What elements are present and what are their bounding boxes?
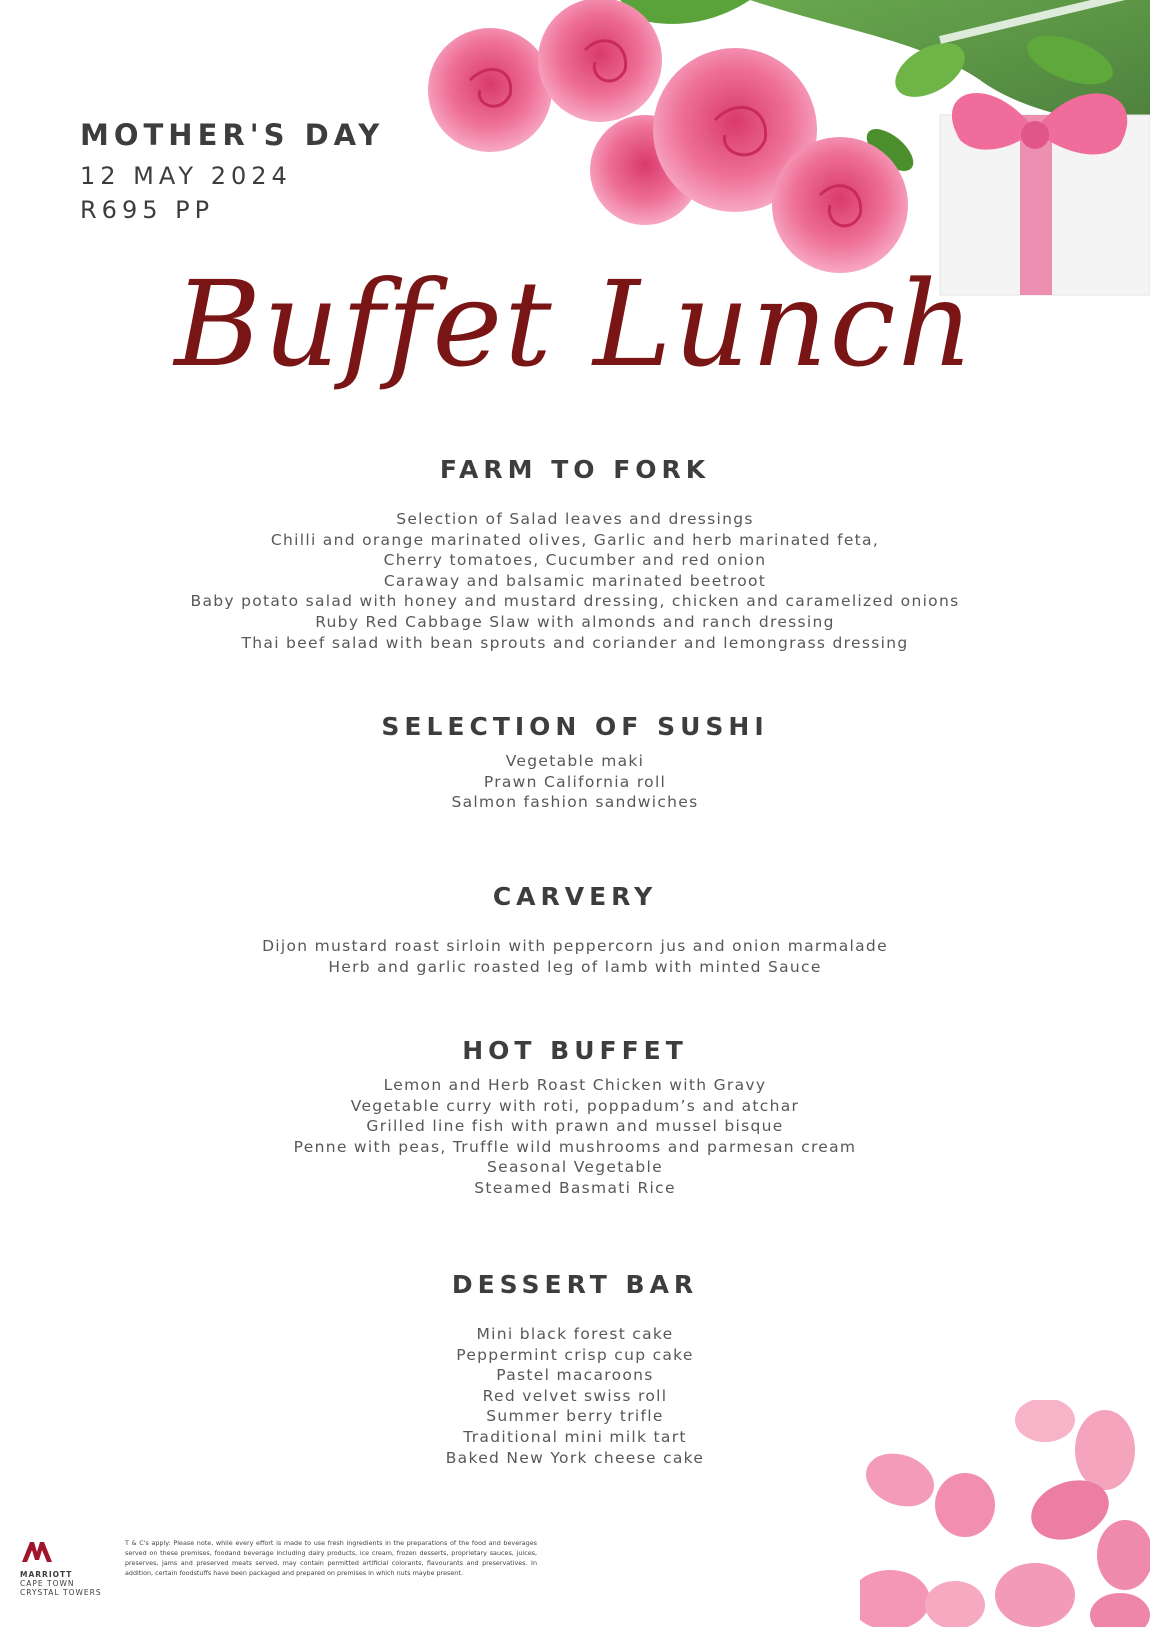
section-farm-to-fork [0, 455, 1150, 653]
menu-item: Chilli and orange marinated olives, Garlic and herb marinated feta, [270, 530, 880, 549]
menu-item: Traditional mini milk tart [463, 1427, 687, 1446]
menu-item: Peppermint crisp cup cake [456, 1345, 694, 1364]
event-title: MOTHER'S DAY [80, 118, 385, 152]
menu-item: Vegetable curry with roti, poppadum’s and atchar [350, 1096, 800, 1115]
section-carvery [0, 882, 1150, 977]
menu-item: Thai beef salad with bean sprouts and coriander and lemongrass dressing [241, 633, 909, 652]
section-title: CARVERY [492, 882, 658, 911]
section-title: DESSERT BAR [451, 1270, 699, 1299]
menu-item: Mini black forest cake [476, 1325, 674, 1343]
menu-item: Prawn California roll [483, 772, 667, 791]
menu-item: Lemon and Herb Roast Chicken with Gravy [383, 1076, 767, 1094]
logo-line: CAPE TOWN [20, 1579, 75, 1588]
section-title: SELECTION OF SUSHI [381, 712, 769, 741]
menu-item: Salmon fashion sandwiches [451, 793, 699, 812]
section-title: HOT BUFFET [462, 1036, 688, 1065]
marriott-m-icon [20, 1538, 54, 1564]
terms-and-conditions: T & C's apply: Please note, while every effort is made to use fresh ingredients in the preparations of the food and beverages served on these premises, foodand beverage including dairy products, ice cream, frozen desserts, proprietary sauces, juices, preserves, jams and preserved meats served, may contain permitted artificial colorants, flavourants and preservatives. In addition, certain foodstuffs have been packaged and prepared on premises in which nuts maybe present. [125, 1539, 537, 1577]
menu-item: Pastel macaroons [496, 1366, 654, 1385]
menu-item: Dijon mustard roast sirloin with peppercorn jus and onion marmalade [262, 937, 888, 955]
menu-item: Baked New York cheese cake [445, 1448, 705, 1467]
logo-line: MARRIOTT [20, 1570, 73, 1579]
menu-item: Cherry tomatoes, Cucumber and red onion [383, 551, 767, 570]
section-title: FARM TO FORK [439, 455, 711, 484]
menu-item: Steamed Basmati Rice [474, 1178, 676, 1197]
section-selection-of-sushi [0, 712, 1150, 813]
menu-item: Red velvet swiss roll [482, 1386, 668, 1405]
event-price: R695 PP [80, 196, 215, 224]
logo-line: CRYSTAL TOWERS [20, 1588, 102, 1597]
menu-item: Penne with peas, Truffle wild mushrooms and parmesan cream [293, 1137, 857, 1156]
marriott-logo [20, 1538, 120, 1597]
buffet-lunch-heading: Buffet Lunch [174, 255, 976, 393]
menu-item: Seasonal Vegetable [487, 1158, 663, 1177]
menu-item: Vegetable maki [505, 752, 645, 770]
menu-item: Caraway and balsamic marinated beetroot [383, 571, 767, 590]
menu-item: Summer berry trifle [486, 1407, 664, 1426]
section-hot-buffet [0, 1036, 1150, 1199]
event-details [80, 118, 384, 230]
menu-item: Grilled line fish with prawn and mussel bisque [366, 1117, 784, 1136]
menu-item: Ruby Red Cabbage Slaw with almonds and ranch dressing [315, 612, 835, 631]
menu-item: Selection of Salad leaves and dressings [396, 510, 754, 528]
menu-item: Herb and garlic roasted leg of lamb with minted Sauce [328, 957, 822, 976]
rose-petals-illustration [860, 1400, 1150, 1627]
event-date: 12 MAY 2024 [80, 162, 292, 190]
menu-item: Baby potato salad with honey and mustard dressing, chicken and caramelized onions [190, 592, 960, 611]
